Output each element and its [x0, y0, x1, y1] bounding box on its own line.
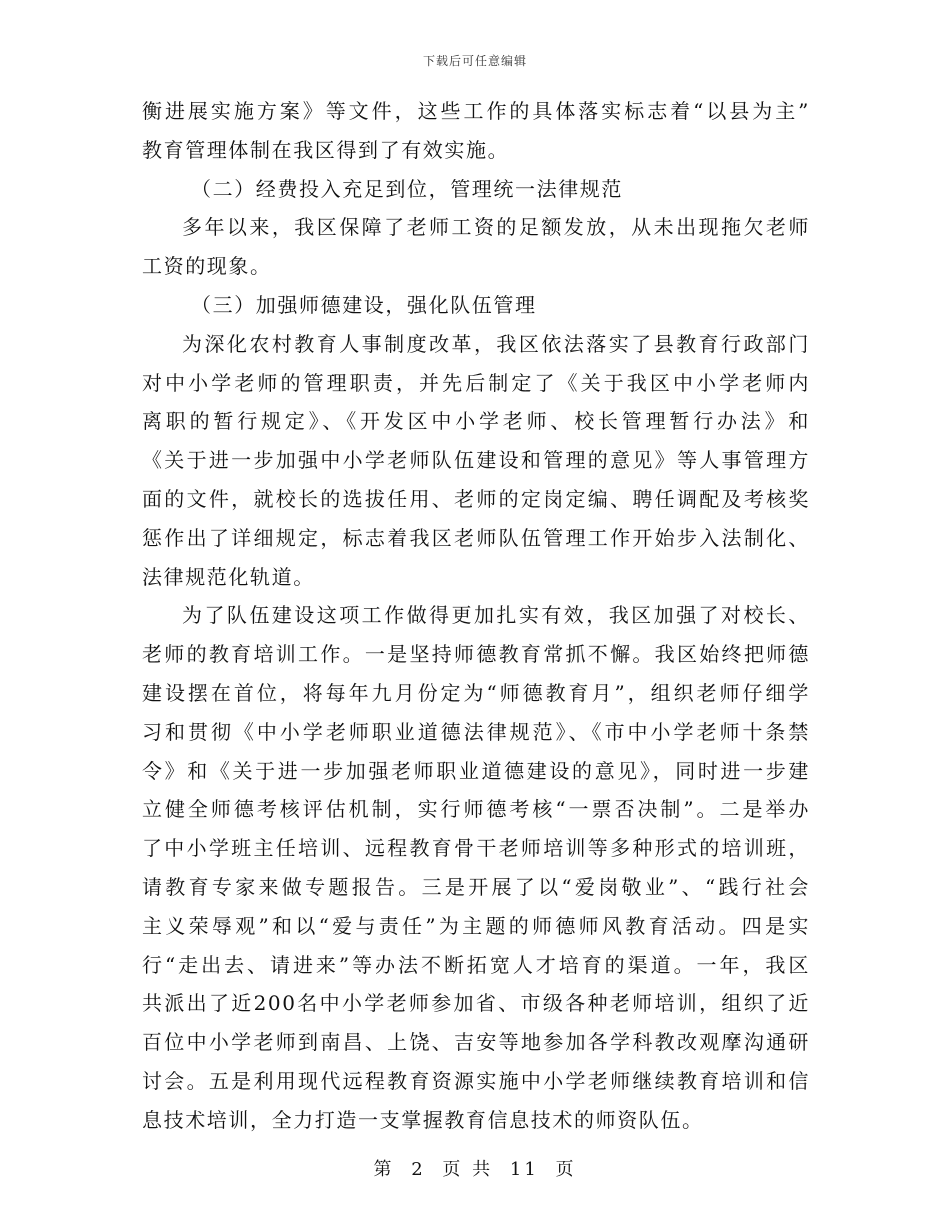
document-body [142, 92, 810, 1140]
text-line: 离职的暂行规定》、《开发区中小学老师、校长管理暂行办法》和 [142, 409, 810, 434]
text-line: 法律规范化轨道。 [142, 564, 315, 589]
text-line: 《关于进一步加强中小学老师队伍建设和管理的意见》等人事管理方 [142, 448, 810, 473]
text-line: 多年以来，我区保障了老师工资的足额发放，从未出现拖欠老师 [182, 215, 810, 240]
text-line: 为了队伍建设这项工作做得更加扎实有效，我区加强了对校长、 [182, 603, 810, 628]
page-footer [0, 1155, 950, 1181]
text-line: 令》和《关于进一步加强老师职业道德建设的意见》，同时进一步建 [142, 758, 810, 783]
text-line: 息技术培训，全力打造一支掌握教育信息技术的师资队伍。 [142, 1107, 704, 1132]
text-line: 建设摆在首位，将每年九月份定为“师德教育月”，组织老师仔细学 [142, 680, 810, 705]
text-line: 百位中小学老师到南昌、上饶、吉安等地参加各学科教改观摩沟通研 [142, 1030, 810, 1055]
text-line: 共派出了近200名中小学老师参加省、市级各种老师培训，组织了近 [142, 991, 810, 1016]
text-line: 面的文件，就校长的选拔任用、老师的定岗定编、聘任调配及考核奖 [142, 486, 810, 511]
footer-suffix: 页 [555, 1159, 577, 1180]
text-line: 了中小学班主任培训、远程教育骨干老师培训等多种形式的培训班， [142, 836, 810, 861]
section-heading: （三）加强师德建设，强化队伍管理 [191, 292, 537, 317]
footer-middle: 页 共 [442, 1159, 494, 1180]
text-line: 老师的教育培训工作。一是坚持师德教育常抓不懈。我区始终把师德 [142, 642, 810, 667]
page-header-note: 下载后可任意编辑 [422, 54, 527, 68]
section-heading: （二）经费投入充足到位，管理统一法律规范 [191, 176, 623, 201]
text-line: 为深化农村教育人事制度改革，我区依法落实了县教育行政部门 [182, 331, 810, 356]
text-line: 衡进展实施方案》等文件，这些工作的具体落实标志着“以县为主” [142, 99, 810, 123]
footer-prefix: 第 [373, 1159, 395, 1180]
text-line: 教育管理体制在我区得到了有效实施。 [142, 137, 510, 162]
text-line: 请教育专家来做专题报告。三是开展了以“爱岗敬业”、“践行社会 [142, 874, 810, 899]
text-line: 工资的现象。 [142, 254, 272, 279]
text-line: 对中小学老师的管理职责，并先后制定了《关于我区中小学老师内 [142, 370, 810, 395]
text-line: 立健全师德考核评估机制，实行师德考核“一票否决制”。二是举办 [142, 797, 810, 822]
current-page-number: 2 [411, 1159, 426, 1180]
total-page-count: 11 [509, 1159, 539, 1180]
text-line: 行“走出去、请进来”等办法不断拓宽人才培育的渠道。一年，我区 [142, 952, 810, 977]
text-line: 习和贯彻《中小学老师职业道德法律规范》、《市中小学老师十条禁 [142, 719, 810, 744]
text-line: 讨会。五是利用现代远程教育资源实施中小学老师继续教育培训和信 [142, 1068, 810, 1093]
text-line: 主义荣辱观”和以“爱与责任”为主题的师德师风教育活动。四是实 [142, 913, 810, 938]
text-line: 惩作出了详细规定，标志着我区老师队伍管理工作开始步入法制化、 [142, 525, 810, 550]
